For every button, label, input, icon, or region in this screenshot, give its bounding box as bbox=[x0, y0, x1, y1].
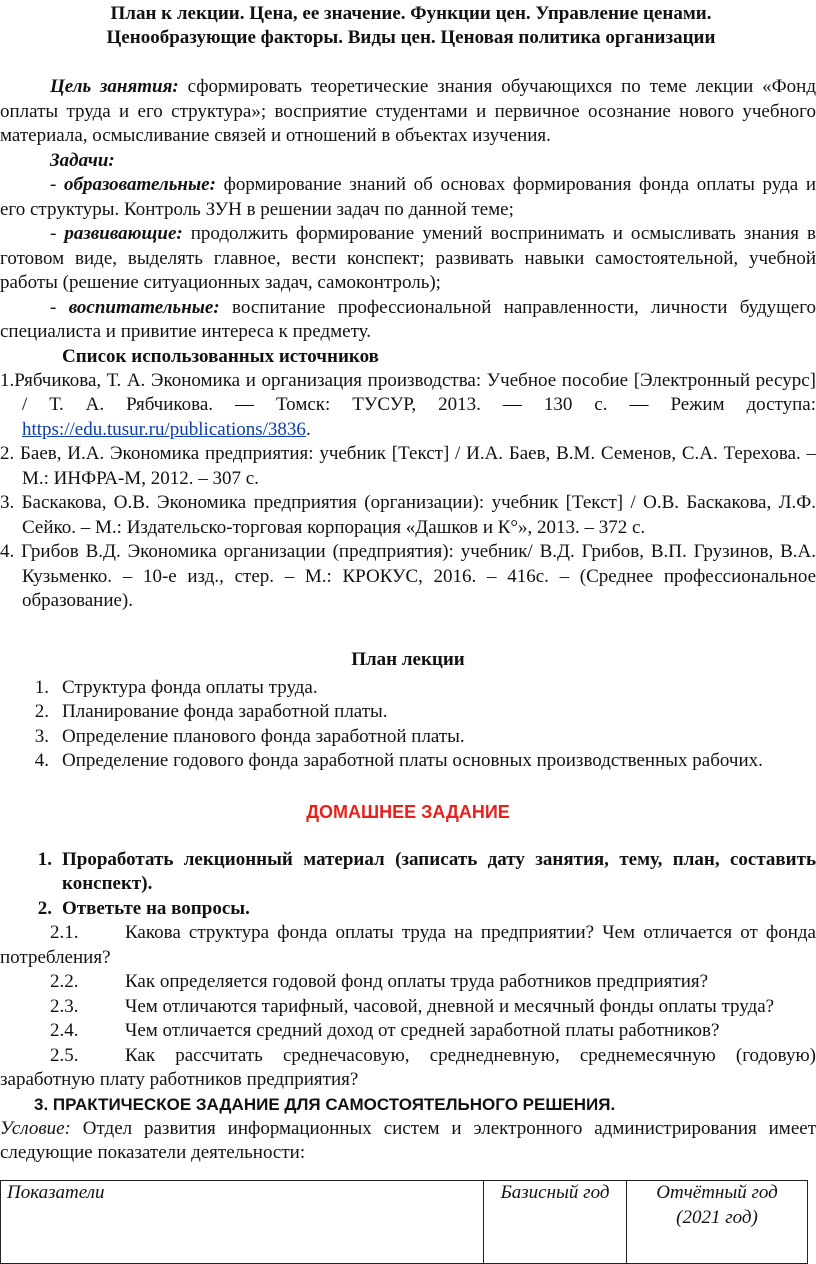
source-link[interactable]: https://edu.tusur.ru/publications/3836 bbox=[22, 418, 306, 440]
task-item: - развивающие: продолжить формирование умений воспринимать и осмысливать знания в готовом виде, выделять главное, вести конспект; развивать навыки самостоятельной, учебной работы (решение ситуационных задач, самоконтроль); bbox=[0, 223, 816, 293]
table-header-cell: Показатели bbox=[1, 1181, 484, 1264]
homework-item: 2. Ответьте на вопросы. bbox=[37, 897, 250, 919]
document-title bbox=[0, 2, 816, 50]
question-item: 2.3. Чем отличаются тарифный, часовой, дневной и месячный фонды оплаты труда? bbox=[50, 995, 775, 1017]
source-item: 2. Баев, И.А. Экономика предприятия: учебник [Текст] / И.А. Баев, В.М. Семенов, С.А. Терехова. – М.: ИНФРА-М, 2012. – 307 с. bbox=[0, 443, 816, 489]
sources-heading: Список использованных источников bbox=[62, 345, 379, 367]
task-label: воспитательные: bbox=[68, 296, 220, 318]
task-text: формирование знаний об основах формирования фонда оплаты руда и его структуры. Контроль ЗУН в решении задач по данной теме; bbox=[0, 174, 816, 220]
task-text: продолжить формирование умений воспринимать и осмысливать знания в готовом виде, выделять главное, вести конспект; развивать навыки самостоятельной, учебной работы (решение ситуационных задач, самоконтроль); bbox=[0, 223, 816, 293]
task-label: образовательные: bbox=[64, 174, 216, 195]
plan-item: 2. Планирование фонда заработной платы. bbox=[34, 701, 388, 722]
goal-text: сформировать теоретические знания обучающихся по теме лекции «Фонд оплаты труда и его структура»; восприятие студентами и первичное осознание нового учебного материала, осмысливание связей и отношений в объектах изучения. bbox=[0, 76, 816, 146]
question-item: 2.2. Как определяется годовой фонд оплаты труда работников предприятия? bbox=[50, 971, 709, 992]
table-header-cell: Отчётный год (2021 год) bbox=[627, 1181, 808, 1264]
title-line-2: Ценообразующие факторы. Виды цен. Ценовая политика организации bbox=[106, 27, 716, 48]
indicators-table bbox=[0, 1180, 808, 1264]
goal-label: Цель занятия: bbox=[50, 76, 179, 97]
source-item: 1.Рябчикова, Т. А. Экономика и организация производства: Учебное пособие [Электронный ресурс] / Т. А. Рябчикова. — Томск: ТУСУР, 2013. — 130 с. — Режим доступа: https://edu.tusur.ru/publications/3836. bbox=[0, 369, 816, 440]
task-item: - воспитательные: воспитание профессиональной направленности, личности будущего специалиста и привитие интереса к предмету. bbox=[0, 296, 816, 342]
task-item: - образовательные: формирование знаний об основах формирования фонда оплаты руда и его структуры. Контроль ЗУН в решении задач по данной теме; bbox=[0, 174, 816, 220]
question-item: 2.1. Какова структура фонда оплаты труда на предприятии? Чем отличается от фонда потребления? bbox=[0, 922, 816, 968]
task-text: воспитание профессиональной направленности, личности будущего специалиста и привитие интереса к предмету. bbox=[0, 296, 816, 342]
tasks-label: Задачи: bbox=[50, 149, 115, 171]
practical-heading: 3. ПРАКТИЧЕСКОЕ ЗАДАНИЕ ДЛЯ САМОСТОЯТЕЛЬНОГО РЕШЕНИЯ. bbox=[34, 1094, 616, 1114]
homework-heading: ДОМАШНЕЕ ЗАДАНИЕ bbox=[306, 801, 510, 822]
plan-item: 3. Определение планового фонда заработной платы. bbox=[34, 725, 465, 747]
condition-text: Отдел развития информационных систем и электронного администрирования имеет следующие показатели деятельности: bbox=[0, 1117, 816, 1163]
table-header-row bbox=[1, 1181, 808, 1264]
source-item: 3. Баскакова, О.В. Экономика предприятия (организации): учебник [Текст] / О.В. Баскакова, Л.Ф. Сейко. – М.: Издательско-торговая корпорация «Дашков и К°», 2013. – 372 с. bbox=[0, 492, 816, 538]
homework-item: 1. Проработать лекционный материал (записать дату занятия, тему, план, составить конспект). bbox=[37, 848, 816, 894]
condition-label: Условие: bbox=[0, 1117, 71, 1139]
plan-item: 4. Определение годового фонда заработной платы основных производственных рабочих. bbox=[34, 750, 763, 771]
title-line-1: План к лекции. Цена, ее значение. Функции цен. Управление ценами. bbox=[110, 3, 712, 24]
question-item: 2.4. Чем отличается средний доход от средней заработной платы работников? bbox=[50, 1020, 720, 1041]
question-item: 2.5. Как рассчитать среднечасовую, среднедневную, среднемесячную (годовую) заработную плату работников предприятия? bbox=[0, 1044, 816, 1090]
goal-paragraph bbox=[0, 75, 816, 149]
plan-item: 1. Структура фонда оплаты труда. bbox=[34, 676, 318, 698]
condition-paragraph bbox=[0, 1117, 816, 1166]
source-item: 4. Грибов В.Д. Экономика организации (предприятия): учебник/ В.Д. Грибов, В.П. Грузинов, В.А. Кузьменко. – 10-е изд., стер. – М.: КРОКУС, 2016. – 416с. – (Среднее профессиональное образование). bbox=[0, 541, 816, 611]
plan-heading: План лекции bbox=[351, 648, 465, 670]
task-label: развивающие: bbox=[64, 223, 183, 244]
table-header-cell: Базисный год bbox=[484, 1181, 627, 1264]
